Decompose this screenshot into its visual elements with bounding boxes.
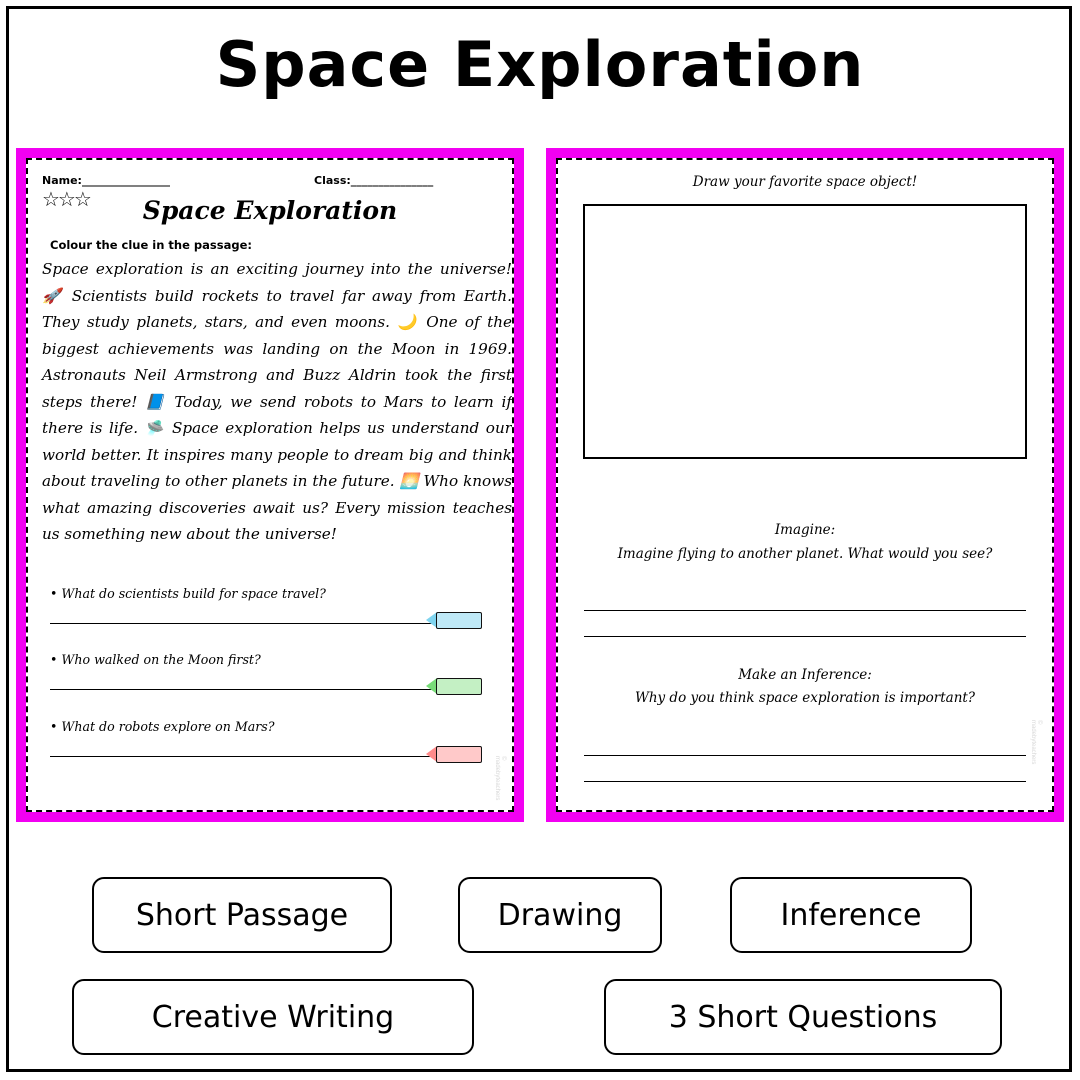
feature-tag-short-passage[interactable]: Short Passage xyxy=(92,877,392,953)
answer-line[interactable] xyxy=(584,756,1026,782)
imagine-prompt: Imagine flying to another planet. What would you see? xyxy=(617,546,993,562)
crayon-icon-red xyxy=(426,746,482,763)
page-title: Space Exploration xyxy=(215,28,865,101)
answer-line[interactable] xyxy=(50,623,454,624)
question-text: • What do robots explore on Mars? xyxy=(50,719,275,734)
worksheet-right-inner xyxy=(556,158,1054,812)
worksheet-page-right xyxy=(546,148,1064,822)
star-rating-icon[interactable]: ☆☆☆ xyxy=(42,189,90,211)
drawing-area[interactable] xyxy=(583,204,1027,459)
worksheet-page-left xyxy=(16,148,524,822)
reading-passage: Space exploration is an exciting journey into the universe! 🚀 Scientists build rockets to travel far away from Earth. They study planets, stars, and even moons. 🌙 One of the biggest achievements was landing on the Moon in 1969. Astronauts Neil Armstrong and Buzz Aldrin took the first steps there! 📘 Today, we send robots to Mars to learn if there is life. 🛸 Space exploration helps us understand our world better. It inspires many people to dream big and think about traveling to other planets in the future. 🌅 Who knows what amazing discoveries await us? Every mission teaches us something new about the universe! xyxy=(42,260,512,543)
answer-line[interactable] xyxy=(584,585,1026,611)
feature-tag-drawing[interactable]: Drawing xyxy=(458,877,662,953)
feature-tag-inference[interactable]: Inference xyxy=(730,877,972,953)
answer-line[interactable] xyxy=(584,730,1026,756)
feature-tag-creative-writing[interactable]: Creative Writing xyxy=(72,979,474,1055)
inference-prompt: Why do you think space exploration is important? xyxy=(634,690,976,706)
answer-line[interactable] xyxy=(50,756,454,757)
worksheet-title: Space Exploration xyxy=(142,196,398,225)
question-text: • Who walked on the Moon first? xyxy=(50,652,261,667)
crayon-icon-blue xyxy=(426,612,482,629)
watermark-text: © madebyteachers xyxy=(1030,720,1042,765)
instruction-text: Colour the clue in the passage: xyxy=(50,238,252,252)
answer-line[interactable] xyxy=(584,611,1026,637)
class-field-label[interactable]: Class:_______________ xyxy=(314,174,434,187)
drawing-prompt: Draw your favorite space object! xyxy=(692,174,918,190)
inference-answer-lines[interactable] xyxy=(584,730,1026,782)
imagine-heading: Imagine: xyxy=(774,522,836,538)
worksheet-left-inner xyxy=(26,158,514,812)
crayon-icon-green xyxy=(426,678,482,695)
feature-tag-short-questions[interactable]: 3 Short Questions xyxy=(604,979,1002,1055)
watermark-text: © madebyteachers xyxy=(494,756,506,801)
imagine-answer-lines[interactable] xyxy=(584,585,1026,637)
answer-line[interactable] xyxy=(50,689,454,690)
inference-heading: Make an Inference: xyxy=(738,667,872,683)
name-field-label[interactable]: Name:________________ xyxy=(42,174,170,187)
question-text: • What do scientists build for space travel? xyxy=(50,586,326,601)
